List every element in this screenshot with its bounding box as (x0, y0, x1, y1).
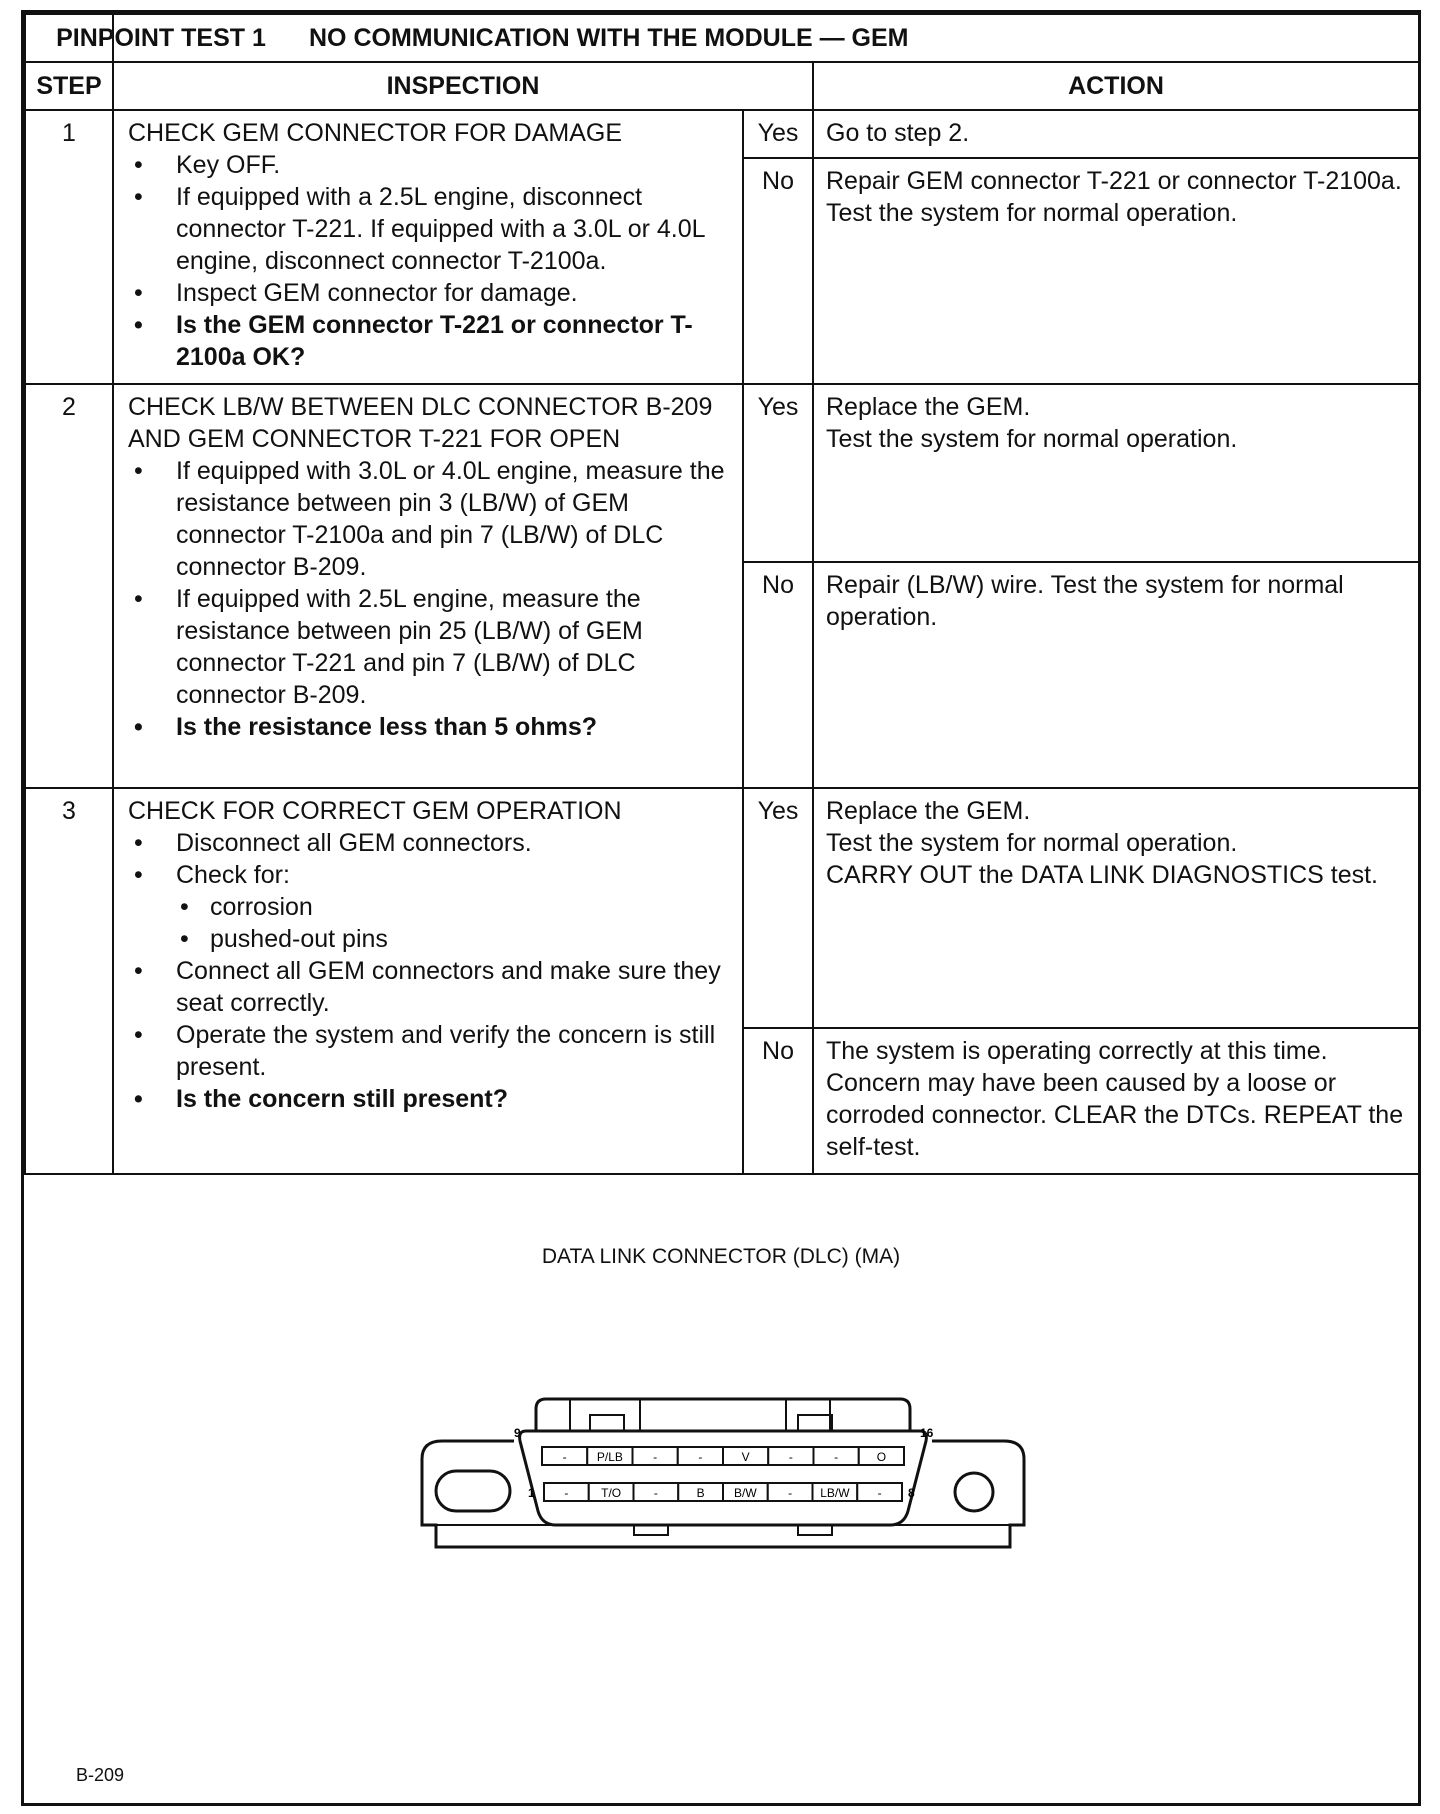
step-number: 3 (25, 788, 113, 1174)
action-line: Replace the GEM. (826, 393, 1031, 421)
left-mount-hole (436, 1471, 510, 1511)
no-action (813, 158, 1419, 384)
sub-bullet-item: • corrosion (128, 891, 732, 923)
top-pin-row (542, 1447, 904, 1465)
pin-label: - (653, 1486, 658, 1500)
no-label: No (743, 1028, 813, 1174)
pin-number-1: 1 (528, 1486, 535, 1500)
no-label: No (743, 158, 813, 384)
pin-label: V (741, 1450, 750, 1464)
pin-label: B (696, 1486, 705, 1500)
no-action (813, 562, 1419, 788)
test-header-row (25, 14, 1419, 62)
bullet-item: • Check for: (128, 859, 732, 891)
pin-label: - (698, 1450, 703, 1464)
pin-label: - (877, 1486, 882, 1500)
bullet-item: • If equipped with a 2.5L engine, disconnect connector T-221. If equipped with a 3.0L or 4.0L engine, disconnect connector T-2100a. (128, 181, 732, 277)
col-step: STEP (25, 62, 113, 110)
latch-tab (590, 1415, 624, 1431)
step-inspection (113, 110, 743, 384)
test-title-cell (113, 14, 1419, 62)
yes-label: Yes (743, 384, 813, 562)
pin-label: - (562, 1450, 567, 1464)
bullet-item: • Connect all GEM connectors and make sure they seat correctly. (128, 955, 732, 1019)
bottom-pin-row (544, 1483, 902, 1501)
action-line: Go to step 2. (826, 119, 970, 147)
bullet-item: • Disconnect all GEM connectors. (128, 827, 732, 859)
pin-label: - (788, 1450, 793, 1464)
action-line: Repair GEM connector T-221 or connector T-2100a. Test the system for normal operation. (826, 167, 1402, 227)
dlc-connector-diagram (414, 1385, 1034, 1585)
step-1-yes-row (25, 110, 1419, 158)
action-line: Test the system for normal operation. (826, 829, 1238, 857)
bullet-item: • Inspect GEM connector for damage. (128, 277, 732, 309)
yes-action (813, 788, 1419, 1028)
pin-label: LB/W (820, 1486, 850, 1500)
pin-label: - (834, 1450, 839, 1464)
no-action (813, 1028, 1419, 1174)
pin-label: - (653, 1450, 658, 1464)
test-title: NO COMMUNICATION WITH THE MODULE — GEM (309, 23, 909, 52)
pin-label: - (564, 1486, 569, 1500)
step-3-yes-row (25, 788, 1419, 1028)
pin-label: - (788, 1486, 793, 1500)
bullet-item: • If equipped with 2.5L engine, measure the resistance between pin 25 (LB/W) of GEM connector T-221 and pin 7 (LB/W) of DLC connector B-209. (128, 583, 732, 711)
pin-number-16: 16 (920, 1426, 934, 1440)
action-line: CARRY OUT the DATA LINK DIAGNOSTICS test. (826, 861, 1379, 889)
connector-body (520, 1431, 927, 1525)
yes-action (813, 384, 1419, 562)
step-inspection (113, 788, 743, 1174)
step-question: • Is the concern still present? (128, 1083, 732, 1115)
action-line: Repair (LB/W) wire. Test the system for normal operation. (826, 571, 1344, 631)
step-heading: CHECK LB/W BETWEEN DLC CONNECTOR B-209 AND GEM CONNECTOR T-221 FOR OPEN (128, 393, 713, 453)
step-question: • Is the GEM connector T-221 or connector T-2100a OK? (128, 309, 732, 373)
diagram-area (24, 1185, 1418, 1803)
bullet-item: • Key OFF. (128, 149, 732, 181)
column-header-row (25, 62, 1419, 110)
pinpoint-test-table (24, 13, 1420, 1175)
figure-code: B-209 (76, 1765, 125, 1785)
step-heading: CHECK FOR CORRECT GEM OPERATION (128, 797, 622, 825)
diagram-title: DATA LINK CONNECTOR (DLC) (MA) (541, 1245, 901, 1268)
test-label-cell (25, 14, 266, 62)
bullet-item: • Operate the system and verify the concern is still present. (128, 1019, 732, 1083)
yes-label: Yes (743, 788, 813, 1028)
col-action: ACTION (813, 62, 1419, 110)
step-heading: CHECK GEM CONNECTOR FOR DAMAGE (128, 119, 623, 147)
bullet-item: • If equipped with 3.0L or 4.0L engine, measure the resistance between pin 3 (LB/W) of GEM connector T-2100a and pin 7 (LB/W) of DLC connector B-209. (128, 455, 732, 583)
pin-label: O (876, 1450, 887, 1464)
action-line: Test the system for normal operation. (826, 425, 1238, 453)
right-mount-circle (955, 1473, 993, 1511)
step-bullets (128, 827, 732, 1115)
pin-label: P/LB (596, 1450, 623, 1464)
action-line: The system is operating correctly at this time. Concern may have been caused by a loose or corroded connector. CLEAR the DTCs. REPEAT the self-test. (826, 1037, 1404, 1161)
step-2-yes-row (25, 384, 1419, 562)
test-label: PINPOINT TEST 1 (56, 23, 266, 52)
step-number: 1 (25, 110, 113, 384)
no-label: No (743, 562, 813, 788)
pin-label: T/O (601, 1486, 622, 1500)
pin-label: B/W (734, 1486, 757, 1500)
step-inspection (113, 384, 743, 788)
step-bullets (128, 455, 732, 743)
action-line: Replace the GEM. (826, 797, 1031, 825)
step-bullets (128, 149, 732, 373)
yes-label: Yes (743, 110, 813, 158)
latch-tab (798, 1415, 832, 1431)
yes-action (813, 110, 1419, 158)
pinpoint-test-sheet (21, 10, 1421, 1806)
pin-number-9: 9 (514, 1426, 521, 1440)
sub-bullet-item: • pushed-out pins (128, 923, 732, 955)
step-number: 2 (25, 384, 113, 788)
pin-number-8: 8 (908, 1486, 915, 1500)
col-inspection: INSPECTION (113, 62, 813, 110)
step-question: • Is the resistance less than 5 ohms? (128, 711, 732, 743)
